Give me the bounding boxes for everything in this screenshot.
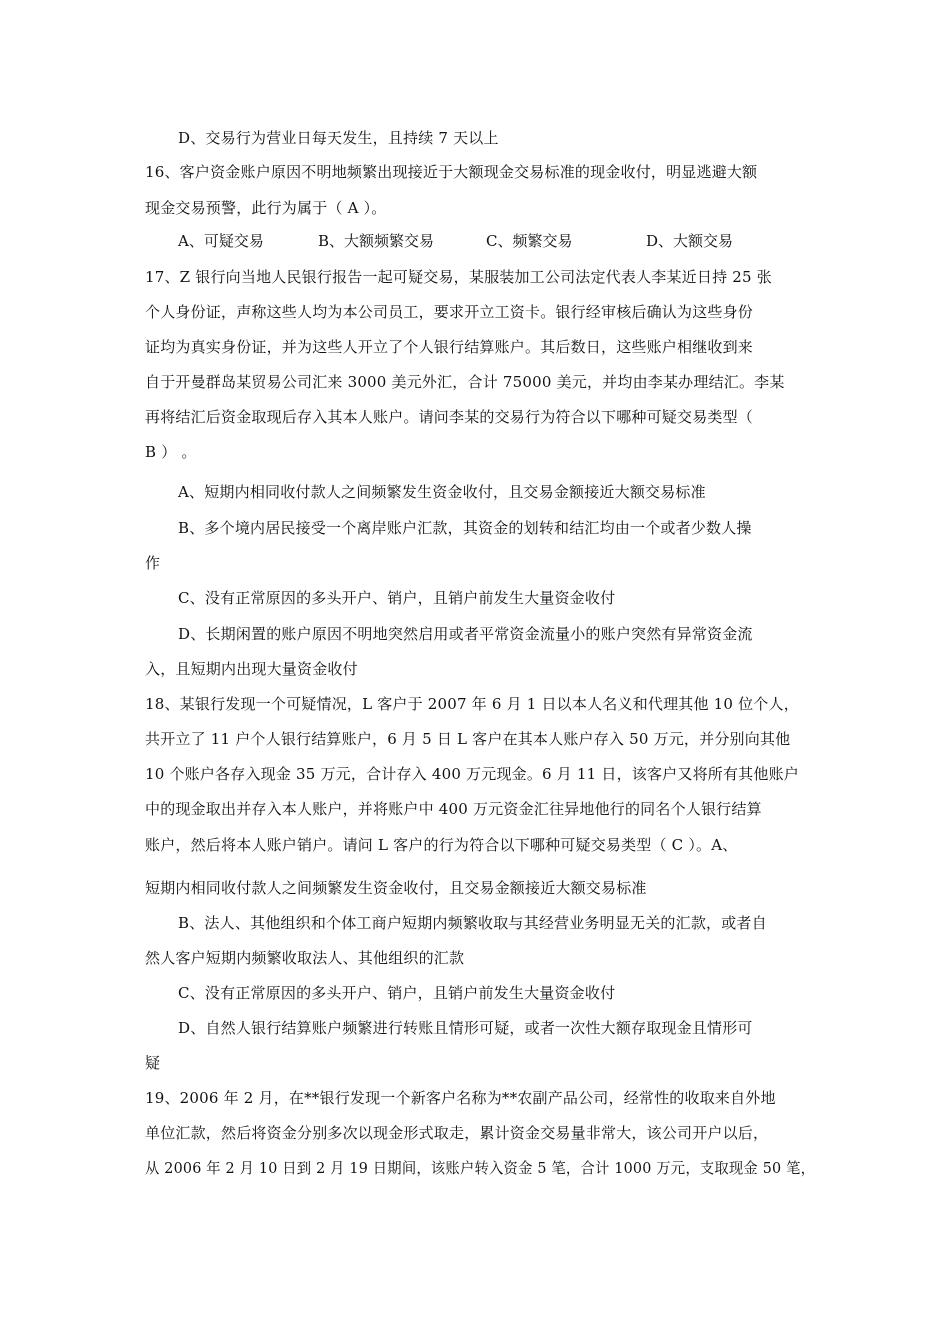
- q17-option-d-line-1: D、长期闲置的账户原因不明地突然启用或者平常资金流量小的账户突然有异常资金流: [178, 625, 753, 643]
- q18-question-line-3: 10 个账户各存入现金 35 万元，合计存入 400 万元现金。6 月 11 日，该客户又将所有其他账户: [145, 765, 799, 783]
- q17-option-d-line-2: 入，且短期内出现大量资金收付: [145, 660, 358, 678]
- q19-question-line-1: 19、2006 年 2 月，在**银行发现一个新客户名称为**农副产品公司，经常性的收取来自外地: [145, 1089, 776, 1107]
- q16-question-line-1: 16、客户资金账户原因不明地频繁出现接近于大额现金交易标准的现金收付，明显逃避大额: [145, 163, 758, 181]
- q18-question-line-1: 18、某银行发现一个可疑情况，L 客户于 2007 年 6 月 1 日以本人名义和代理其他 10 位个人，: [145, 695, 799, 713]
- q18-option-d-line-2: 疑: [145, 1054, 161, 1072]
- q16-option-b: B、大额频繁交易: [318, 232, 435, 250]
- q18-option-b-line-1: B、法人、其他组织和个体工商户短期内频繁收取与其经营业务明显无关的汇款，或者自: [178, 914, 767, 932]
- q18-option-d-line-1: D、自然人银行结算账户频繁进行转账且情形可疑，或者一次性大额存取现金且情形可: [178, 1019, 753, 1037]
- q17-question-line-3: 证均为真实身份证，并为这些人开立了个人银行结算账户。其后数日，这些账户相继收到来: [145, 338, 754, 356]
- q17-question-line-4: 自于开曼群岛某贸易公司汇来 3000 美元外汇，合计 75000 美元，并均由李某办理结汇。李某: [145, 373, 785, 391]
- q17-question-line-1: 17、Z 银行向当地人民银行报告一起可疑交易，某服装加工公司法定代表人李某近日持 25 张: [145, 268, 772, 286]
- q16-option-a: A、可疑交易: [178, 232, 264, 250]
- q17-question-line-5: 再将结汇后资金取现后存入其本人账户。请问李某的交易行为符合以下哪种可疑交易类型（: [145, 408, 754, 426]
- q19-question-line-2: 单位汇款，然后将资金分别多次以现金形式取走，累计资金交易量非常大，该公司开户以后，: [145, 1124, 769, 1142]
- q18-option-a: 短期内相同收付款人之间频繁发生资金收付，且交易金额接近大额交易标准: [145, 879, 647, 897]
- q18-question-line-2: 共开立了 11 户个人银行结算账户，6 月 5 日 L 客户在其本人账户存入 50 万元，并分别向其他: [145, 730, 791, 748]
- q15-option-d: D、交易行为营业日每天发生，且持续 7 天以上: [178, 129, 499, 147]
- q18-option-c: C、没有正常原因的多头开户、销户，且销户前发生大量资金收付: [178, 984, 616, 1002]
- q17-option-b-line-1: B、多个境内居民接受一个离岸账户汇款，其资金的划转和结汇均由一个或者少数人操: [178, 519, 752, 537]
- q16-option-d: D、大额交易: [646, 232, 734, 250]
- q18-question-line-5: 账户，然后将本人账户销户。请问 L 客户的行为符合以下哪种可疑交易类型（ C ）。A、: [145, 836, 738, 854]
- q17-question-line-2: 个人身份证，声称这些人均为本公司员工，要求开立工资卡。银行经审核后确认为这些身份: [145, 303, 754, 321]
- q18-question-line-4: 中的现金取出并存入本人账户，并将账户中 400 万元资金汇往异地他行的同名个人银行结算: [145, 800, 762, 818]
- q17-option-a: A、短期内相同收付款人之间频繁发生资金收付，且交易金额接近大额交易标准: [178, 483, 706, 501]
- q17-option-c: C、没有正常原因的多头开户、销户，且销户前发生大量资金收付: [178, 589, 616, 607]
- q19-question-line-3: 从 2006 年 2 月 10 日到 2 月 19 日期间，该账户转入资金 5 笔，合计 1000 万元，支取现金 50 笔，: [145, 1159, 816, 1177]
- q17-option-b-line-2: 作: [145, 554, 161, 572]
- q17-question-line-6: B ） 。: [145, 443, 197, 461]
- q18-option-b-line-2: 然人客户短期内频繁收取法人、其他组织的汇款: [145, 949, 465, 967]
- q16-option-c: C、频繁交易: [486, 232, 573, 250]
- q16-question-line-2: 现金交易预警，此行为属于（ A ）。: [145, 199, 387, 217]
